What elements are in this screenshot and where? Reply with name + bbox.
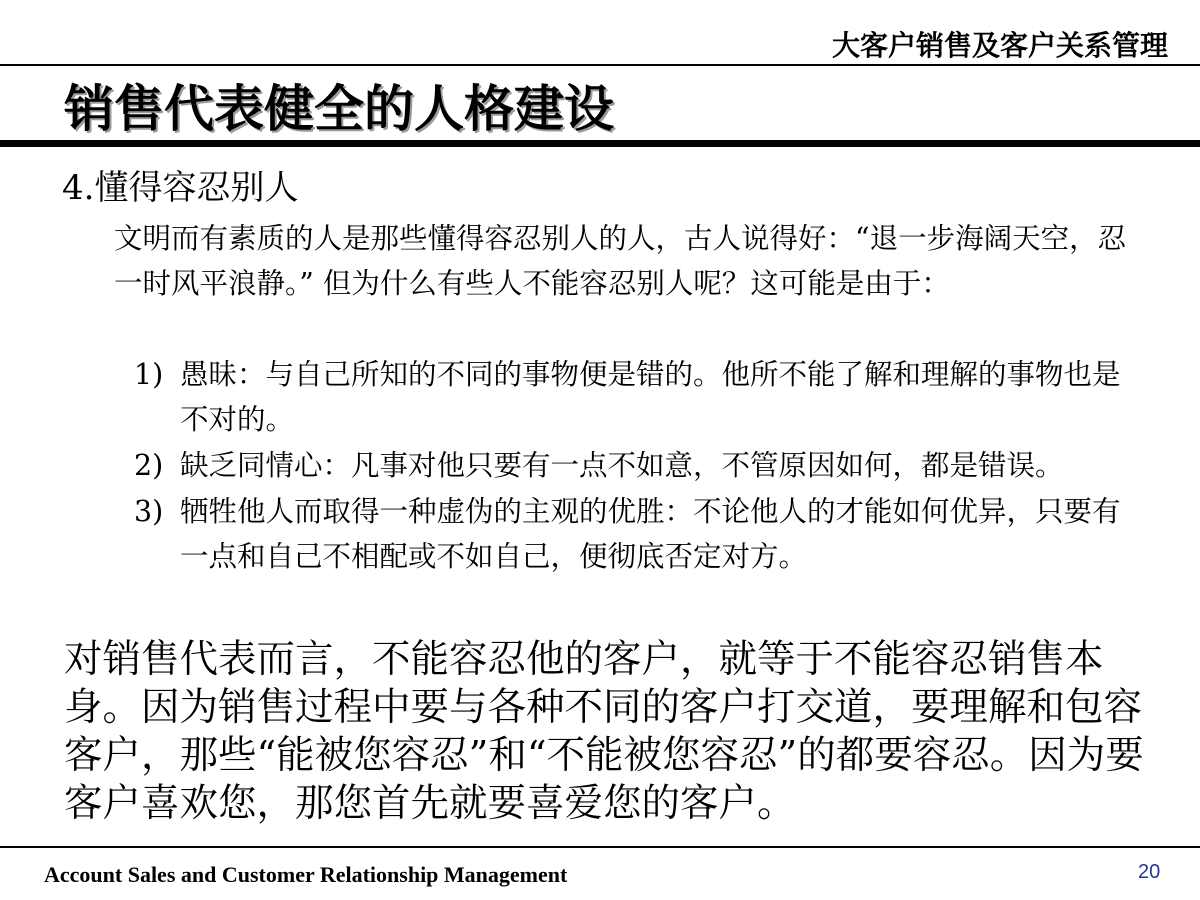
reason-item xyxy=(134,352,1144,442)
header-title: 大客户销售及客户关系管理 xyxy=(831,29,1168,62)
section-heading: 4.懂得容忍别人 xyxy=(62,168,299,208)
reasons-list xyxy=(134,352,1144,579)
page-number: 20 xyxy=(1138,861,1161,883)
reason-text: 牺牲他人而取得一种虚伪的主观的优胜：不论他人的才能如何优异，只要有一点和自己不相配或不如自己，便彻底否定对方。 xyxy=(180,495,1121,573)
summary-paragraph: 对销售代表而言，不能容忍他的客户，就等于不能容忍销售本身。因为销售过程中要与各种不同的客户打交道，要理解和包容客户，那些“能被您容忍”和“不能被您容忍”的都要容忍。因为要客户喜欢您，那您首先就要喜爱您的客户。 xyxy=(64,637,1144,826)
title-divider xyxy=(0,140,1200,147)
footer-divider xyxy=(0,846,1200,848)
reason-text: 缺乏同情心：凡事对他只要有一点不如意，不管原因如何，都是错误。 xyxy=(180,449,1064,482)
intro-paragraph: 文明而有素质的人是那些懂得容忍别人的人，古人说得好：“退一步海阔天空，忍一时风平浪静。” 但为什么有些人不能容忍别人呢？这可能是由于： xyxy=(114,222,1127,300)
slide-title: 销售代表健全的人格建设 xyxy=(64,80,614,138)
reason-item xyxy=(134,489,1144,579)
reason-number: 1) xyxy=(134,358,164,391)
reason-text: 愚昧：与自己所知的不同的事物便是错的。他所不能了解和理解的事物也是不对的。 xyxy=(180,358,1121,436)
reason-number: 2) xyxy=(134,449,164,482)
reason-item xyxy=(134,443,1144,488)
footer-text: Account Sales and Customer Relationship Management xyxy=(44,862,568,887)
header-divider xyxy=(0,64,1200,66)
reason-number: 3) xyxy=(134,495,164,528)
